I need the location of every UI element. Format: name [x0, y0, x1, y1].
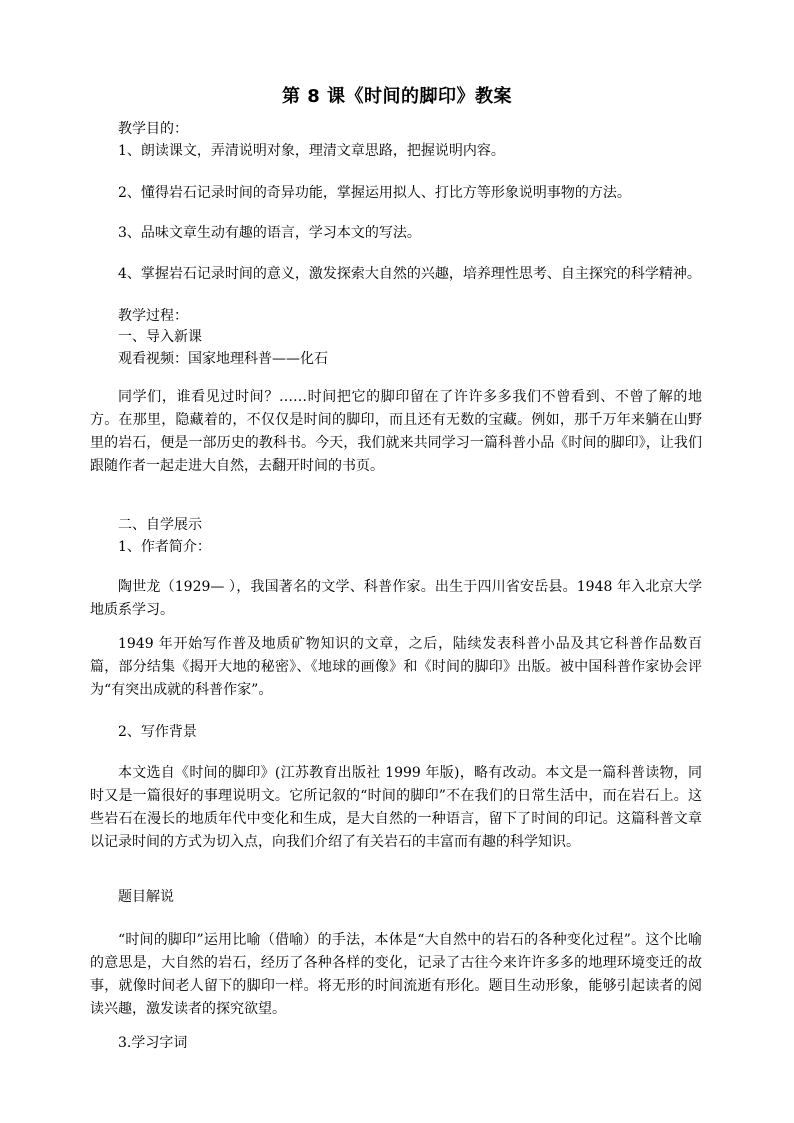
section-1-heading: 一、导入新课 — [118, 329, 202, 345]
goal-item-3: 3、品味文章生动有趣的语言，学习本文的写法。 — [118, 225, 421, 241]
title-explain-paragraph: “时间的脚印”运用比喻（借喻）的手法，本体是“大自然中的岩石的各种变化过程”。这个比喻的意思是，大自然的岩石，经历了各种各样的变化，记录了古往今来许许多多的地理环境变迁的故事，就像时间老人留下的脚印一样。将无形的时间流逝有形化。题目生动形象，能够引起读者的阅读兴趣，激发读者的探究欲望。 — [90, 932, 702, 1017]
author-paragraph-2: 1949 年开始写作普及地质矿物知识的文章，之后，陆续发表科普小品及其它科普作品数百篇，部分结集《揭开大地的秘密》、《地球的画像》和《时间的脚印》出版。被中国科普作家协会评为“有突出成就的科普作家”。 — [90, 636, 702, 698]
section-2-heading: 二、自学展示 — [118, 517, 202, 533]
video-line: 观看视频：国家地理科普——化石 — [118, 351, 328, 367]
goals-heading: 教学目的： — [118, 121, 188, 137]
goal-item-1: 1、朗读课文，弄清说明对象，理清文章思路，把握说明内容。 — [118, 143, 505, 159]
background-heading: 2、写作背景 — [118, 724, 197, 740]
author-paragraph-1: 陶世龙（1929— ），我国著名的文学、科普作家。出生于四川省安岳县。1948 年入北京大学地质系学习。 — [90, 579, 702, 618]
page-title: 第 8 课《时间的脚印》教案 — [281, 86, 513, 107]
goal-item-2: 2、懂得岩石记录时间的奇异功能，掌握运用拟人、打比方等形象说明事物的方法。 — [118, 185, 631, 201]
author-heading: 1、作者简介： — [118, 539, 211, 555]
words-heading: 3.学习字词 — [118, 1035, 188, 1051]
title-explain-heading: 题目解说 — [118, 889, 174, 905]
process-heading: 教学过程： — [118, 308, 188, 324]
background-paragraph: 本文选自《时间的脚印》(江苏教育出版社 1999 年版)，略有改动。本文是一篇科普读物，同时又是一篇很好的事理说明文。它所记叙的“时间的脚印”不在我们的日常生活中，而在岩石上。这些岩石在漫长的地质年代中变化和生成，是大自然的一种语言，留下了时间的印记。这篇科普文章以记录时间的方式为切入点，向我们介绍了有关岩石的丰富而有趣的科学知识。 — [90, 765, 702, 850]
goal-item-4: 4、掌握岩石记录时间的意义，激发探索大自然的兴趣，培养理性思考、自主探究的科学精神。 — [118, 266, 701, 282]
intro-paragraph: 同学们，谁看见过时间？……时间把它的脚印留在了许许多多我们不曾看到、不曾了解的地方。在那里，隐藏着的，不仅仅是时间的脚印，而且还有无数的宝藏。例如，那千万年来躺在山野里的岩石，便是一部历史的教科书。今天，我们就来共同学习一篇科普小品《时间的脚印》，让我们跟随作者一起走进大自然，去翻开时间的书页。 — [90, 389, 702, 474]
